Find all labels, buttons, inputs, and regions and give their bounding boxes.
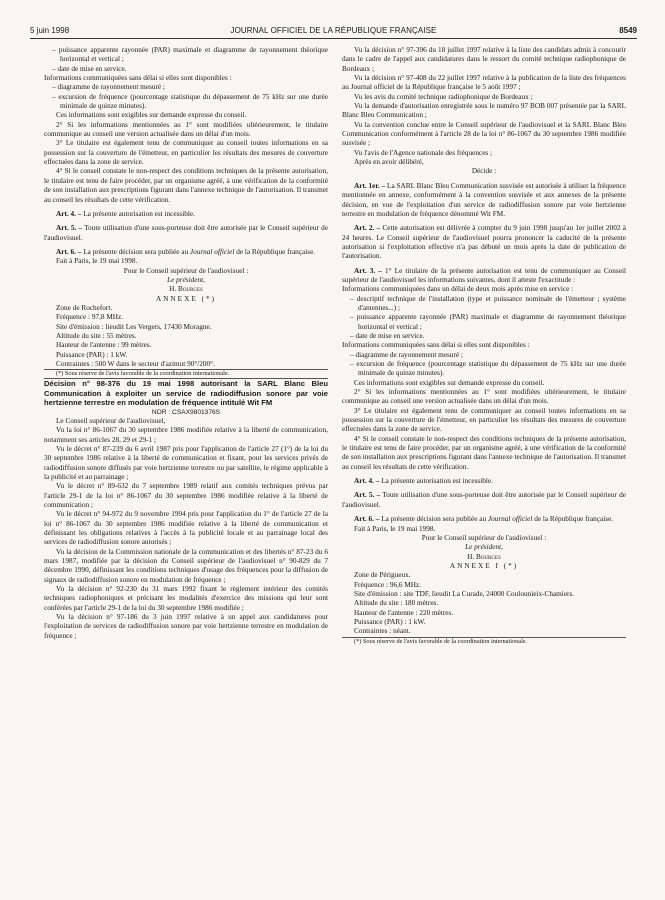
footnote: (*) Sous réserve de l'avis favorable de la coordination internationale. [354,637,528,645]
list-item: – diagramme de rayonnement mesuré ; [52,83,165,92]
decision-title: Décision n° 98-376 du 19 mai 1998 autorisant la SARL Blanc Bleu Communication à exploiter un service de radiodiffusion sonore par voie hertzienne terrestre en modulation de fréquence intitulé Wit FM [44,379,328,408]
article-text: Toute utilisation d'une sous-porteuse doit être autorisée par le Conseil supérieur de l'audiovisuel. [342,491,626,509]
article-label: Art. 3. – [354,266,382,275]
article-1 [342,182,626,219]
article-text: Cette autorisation est délivrée à compter du 9 juin 1998 jusqu'au 1er juillet 2002 à 24 heures. Le Conseil supérieur de l'audiovisuel pourra prononcer la caducité de la présente autorisation si l'exploitation effective n'a pas débuté un mois après la date de publication de l'autorisation. [342,224,626,261]
visa: Vu la décision n° 97-396 du 18 juillet 1997 relative à la liste des candidats admis à concourir dans le cadre de l'appel aux candidatures dans le ressort du comité technique radiophonique de Bordeaux ; [342,46,626,73]
article-text: La présente décision sera publiée au [381,515,487,524]
annex-item: Site d'émission : site TDF, lieudit La Curade, 24000 Coulounieix-Chamiers. [354,589,575,598]
annex-item: Altitude du site : 55 mètres. [56,331,137,340]
annex-list [44,304,328,369]
visa: Vu la loi n° 86-1067 du 30 septembre 1986 modifiée relative à la liberté de communication, notamment ses articles 28, 29 et 29-1 ; [44,426,328,444]
paragraph: 2° Si les informations mentionnées au 1° sont modifiées ultérieurement, le titulaire communique au conseil une version actualisée dans un délai d'un mois. [44,120,328,139]
article-4 [342,477,626,486]
visa: Vu la décision de la Commission nationale de la communication et des libertés n° 87-23 du 6 mars 1987, modifiée par la décision du Conseil supérieur de l'audiovisuel n° 90-829 du 7 décembre 1990, définissant les conditions techniques d'usage des fréquences pour la diffusion de signaux de radiodiffusion sonore en modulation de fréquence ; [44,547,328,584]
visa: Après en avoir délibéré, [354,158,424,167]
signature-for: Pour le Conseil supérieur de l'audiovisuel : [123,266,249,275]
visa: Vu la convention conclue entre le Conseil supérieur de l'audiovisuel et la SARL Blanc Bleu Communication conformément à l'article 28 de la loi n° 86-1067 du 30 septembre 1986 modifiée susvisée ; [342,120,626,148]
article-4 [44,210,328,219]
article-label: Art. 4. – [56,209,82,218]
article-text: de la République française. [236,247,316,256]
visa: Vu le décret n° 94-972 du 9 novembre 1994 pris pour l'application du 1° de l'article 27 de la loi n° 86-1067 du 30 septembre 1986 modifiée relative à la liberté de communication et définissant les obligations relatives à l'accès à la publicité locale et au parrainage local des services de radiodiffusion sonore autorisés ; [44,510,328,547]
visa: Vu la demande d'autorisation enregistrée sous le numéro 97 BOB 007 présentée par la SARL Blanc Bleu Communication ; [342,102,626,120]
place-date: Fait à Paris, le 19 mai 1998. [56,257,138,266]
signature-name: H. Bourges [467,552,501,561]
signature-block [44,267,328,295]
article-text: La présente autorisation est incessible. [83,209,195,218]
visa: Vu les avis du comité technique radiophonique de Bordeaux ; [354,92,533,101]
header-rule [30,38,637,39]
annex-item: Hauteur de l'antenne : 220 mètres. [354,608,454,617]
annex-title: ANNEXE I (*) [449,561,519,570]
signature-role: Le président, [167,275,205,284]
signature-block [342,534,626,562]
annex-item: Fréquence : 97,8 MHz. [56,313,124,322]
nor-reference: NOR : CSAX9801376S [151,408,221,416]
list-item: – diagramme de rayonnement mesuré ; [350,350,463,359]
decide-heading: Décide : [471,167,497,176]
paragraph: 3° Le titulaire est également tenu de communiquer au conseil toutes informations en sa possession sur la couverture de l'émetteur, en particulier les résultats des mesures de couverture effectuées dans la zone de service. [44,139,328,167]
page-header [30,26,637,38]
annex-list [342,571,626,636]
header-date: 5 juin 1998 [30,26,70,35]
article-text: Toute utilisation d'une sous-porteuse doit être autorisée par le Conseil supérieur de l'audiovisuel. [44,224,328,242]
visa: Vu le décret n° 87-239 du 6 avril 1987 pris pour l'application de l'article 27 (1°) de la loi du 30 septembre 1986 relative à la liberté de communication et fixant, pour les services privés de radiodiffusion sonore diffusés par voie hertzienne terrestre ou par satellite, le régime applicable à la publicité et au parrainage ; [44,444,328,481]
annex-item: Puissance (PAR) : 1 kW. [354,617,426,626]
article-label: Art. 1er. – [354,181,386,190]
article-3 [342,267,626,286]
left-column [44,46,328,894]
article-label: Art. 5. – [56,224,83,233]
visa: Vu le décret n° 89-632 du 7 septembre 1989 relatif aux comités techniques prévus par l'article 29-1 de la loi n° 86-1067 du 30 septembre 1986 modifiée relative à la liberté de communication ; [44,482,328,509]
signature-name: H. Bourges [169,285,203,294]
signature-for: Pour le Conseil supérieur de l'audiovisuel : [421,533,547,542]
visa: Vu l'avis de l'Agence nationale des fréquences ; [354,148,493,157]
paragraph: 4° Si le conseil constate le non-respect des conditions techniques de la présente autorisation, le titulaire est tenu de faire procéder, par un organisme agréé, à une vérification de la conformité de son installation aux prescriptions figurant dans l'annexe technique de l'autorisation. Il transmet au conseil les résultats de cette vérification. [342,434,626,471]
list-item: – date de mise en service. [52,64,127,73]
annex-item: Hauteur de l'antenne : 99 mètres. [56,341,152,350]
article-text: La présente autorisation est incessible. [381,477,493,486]
list-item: – date de mise en service. [350,331,425,340]
list-item: – descriptif technique de l'installation (type et puissance nominale de l'émetteur ; système d'antennes...) ; [350,294,626,312]
journal-name: Journal officiel [487,515,533,524]
article-label: Art. 4. – [354,477,380,486]
annex-item: Contraintes : néant. [354,627,411,636]
paragraph: 3° Le titulaire est également tenu de communiquer au conseil toutes informations en sa possession sur la couverture de l'émetteur, en particulier les résultats des mesures de couverture effectuées dans la zone de service. [342,406,626,434]
list-item: – puissance apparente rayonnée (PAR) maximale et diagramme de rayonnement théorique horizontal et vertical ; [52,46,328,64]
right-column [342,46,626,894]
annex-item: Altitude du site : 180 mètres. [354,599,439,608]
article-text: 1° Le titulaire de la présente autorisation est tenu de communiquer au Conseil supérieur de l'audiovisuel les informations suivantes, dont il atteste l'exactitude : [342,266,626,284]
info-intro: Informations communiquées sans délai si elles sont disponibles : [342,341,530,350]
article-label: Art. 6. – [354,515,380,524]
article-5 [342,491,626,510]
article-5 [44,224,328,243]
paragraph: 2° Si les informations mentionnées au 1° sont modifiées ultérieurement, le titulaire communique au conseil une version actualisée dans un délai d'un mois. [342,388,626,406]
annex-item: Contraintes : 500 W dans le secteur d'azimut 90°/200°. [56,360,215,368]
info-intro: Informations communiquées sans délai si elles sont disponibles : [44,74,232,83]
annex-item: Site d'émission : lieudit Les Vergers, 17430 Moragne. [56,322,212,331]
header-title: JOURNAL OFFICIEL DE LA RÉPUBLIQUE FRANÇAISE [230,26,437,35]
visa: Vu la décision n° 97-186 du 3 juin 1997 relative à un appel aux candidatures pour l'exploitation de services de radiodiffusion sonore par voie hertzienne terrestre en modulation de fréquence ; [44,613,328,640]
annex-item: Fréquence : 96,6 MHz. [354,580,422,589]
article-6 [44,248,328,257]
paragraph: 4° Si le conseil constate le non-respect des conditions techniques de la présente autorisation, le titulaire est tenu de faire procéder, par un organisme agréé, à une vérification de la conformité de son installation aux prescriptions figurant dans l'annexe technique de l'autorisation. Il transmet au conseil les résultats de cette vérification. [44,167,328,204]
header-page-number: 8549 [619,26,637,35]
article-text: La SARL Blanc Bleu Communication susvisée est autorisée à utiliser la fréquence mentionnée en annexe, conformément à la convention susvisée et aux annexes de la présente décision, en vue de l'exploitation d'un service de radiodiffusion sonore par voie hertzienne terrestre en modulation de fréquence dénommé Wit FM. [342,181,626,218]
journal-name: Journal officiel [189,247,235,256]
visa: Vu la décision n° 92-230 du 31 mars 1992 fixant le règlement intérieur des comités techniques radiophoniques et précisant les modalités d'exercice des missions qui leur sont conférées par l'article 29-1 de la loi du 30 septembre 1986 modifiée ; [44,585,328,612]
visa: Vu la décision n° 97-408 du 22 juillet 1997 relative à la publication de la liste des fréquences au Journal officiel de la République française le 5 août 1997 ; [342,74,626,92]
article-text: La présente décision sera publiée au [83,247,189,256]
council-intro: Le Conseil supérieur de l'audiovisuel, [56,416,166,425]
article-label: Art. 2. – [354,224,381,233]
paragraph: Ces informations sont exigibles sur demande expresse du conseil. [354,378,545,387]
article-label: Art. 6. – [56,247,82,256]
place-date: Fait à Paris, le 19 mai 1998. [354,524,436,533]
paragraph: Ces informations sont exigibles sur demande expresse du conseil. [56,111,247,120]
annex-item: Zone de Rochefort. [56,303,113,312]
annex-title: ANNEXE (*) [155,294,217,303]
article-2 [342,224,626,261]
list-item: – puissance apparente rayonnée (PAR) maximale et diagramme de rayonnement théorique horizontal et vertical ; [350,313,626,331]
annex-item: Zone de Périgueux. [354,571,411,580]
annex-item: Puissance (PAR) : 1 kW. [56,350,128,359]
article-6 [342,515,626,524]
article-text: de la République française. [534,515,614,524]
signature-role: Le président, [465,543,503,552]
list-item: – excursion de fréquence (pourcentage statistique du dépassement de 75 kHz sur une durée minimale de quinze minutes). [350,360,626,378]
article-label: Art. 5. – [354,491,381,500]
list-item: – excursion de fréquence (pourcentage statistique du dépassement de 75 kHz sur une durée minimale de quinze minutes). [52,92,328,111]
footnote: (*) Sous réserve de l'avis favorable de la coordination internationale. [56,370,230,378]
info-intro: Informations communiquées dans un délai de deux mois après mise en service : [342,285,574,294]
